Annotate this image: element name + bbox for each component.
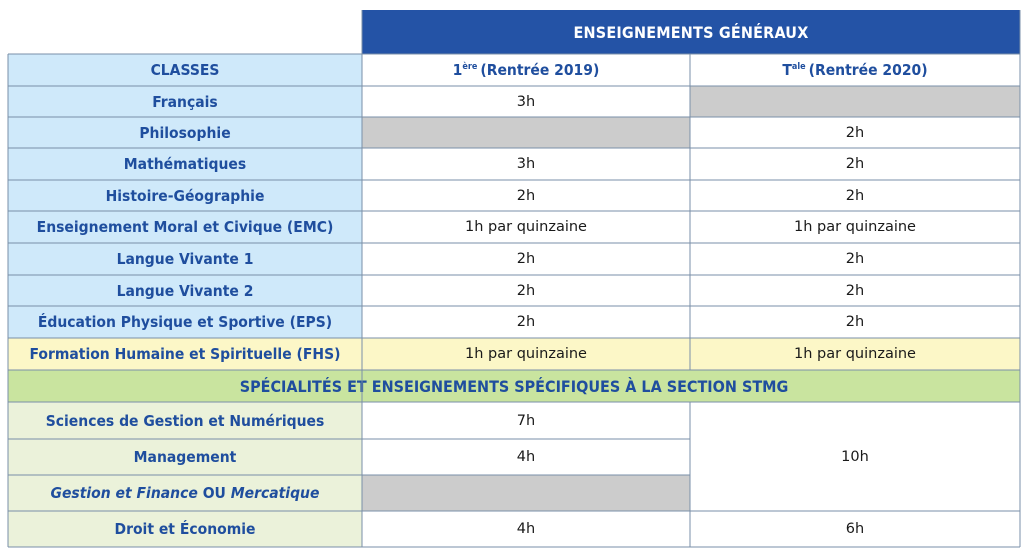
management-first-value: 4h <box>516 449 536 465</box>
subject-label-text: Éducation Physique et Sportive (EPS) <box>37 313 333 331</box>
specialty-label-sgn: Sciences de Gestion et Numériques <box>45 411 325 430</box>
first-year-hours <box>362 306 690 338</box>
terminale-hours <box>690 275 1020 306</box>
subject-label-text: Langue Vivante 2 <box>116 281 254 300</box>
subject-label <box>8 180 362 211</box>
hours-text: 1h par quinzaine <box>794 219 916 235</box>
droit-first-value: 4h <box>516 521 536 537</box>
first-year-main: 1 <box>452 61 463 79</box>
first-year-hours <box>362 86 690 117</box>
hours-text: 2h <box>516 282 536 299</box>
subject-label <box>8 243 362 275</box>
terminale-hours <box>690 243 1020 275</box>
sgn-first-value: 7h <box>516 412 536 429</box>
specialty-first-value <box>362 511 690 547</box>
terminale-main: T <box>782 61 792 79</box>
subject-label-text: Enseignement Moral et Civique (EMC) <box>36 218 334 236</box>
terminale-hours <box>690 180 1020 211</box>
specialty-row-label <box>8 475 362 511</box>
classes-label: CLASSES <box>150 61 220 79</box>
terminale-hours <box>690 117 1020 148</box>
hours-text: 2h <box>845 187 865 204</box>
hours-text: 1h par quinzaine <box>794 346 916 362</box>
merged-terminale-text: 10h <box>841 448 869 465</box>
subject-label <box>8 338 362 370</box>
specialty-row-label <box>8 439 362 475</box>
first-year-hours <box>362 338 690 370</box>
terminale-rest: (Rentrée 2020) <box>808 61 928 79</box>
subject-label <box>8 117 362 148</box>
specialty-row-label <box>8 402 362 439</box>
hours-text: 3h <box>516 93 536 110</box>
specialty-first-value <box>362 402 690 439</box>
first-year-header-text <box>453 61 600 79</box>
subject-label-text: Français <box>152 92 218 111</box>
terminale-hours <box>690 211 1020 243</box>
terminale-hours <box>690 148 1020 180</box>
hours-text: 2h <box>516 314 536 330</box>
first-year-hours <box>362 211 690 243</box>
hours-text: 2h <box>845 251 865 267</box>
first-year-hours <box>362 243 690 275</box>
first-year-hours <box>362 180 690 211</box>
merged-terminale-value <box>690 402 1020 511</box>
specialty-section-header <box>8 370 1020 402</box>
droit-terminale-value: 6h <box>845 521 865 537</box>
hours-text: 2h <box>516 251 536 267</box>
gestion-mercatique-label <box>51 484 320 502</box>
terminale-header <box>690 54 1020 86</box>
specialty-row-label <box>8 511 362 547</box>
terminale-hours <box>690 338 1020 370</box>
subject-label <box>8 306 362 338</box>
general-teachings-header <box>362 10 1020 54</box>
specialty-first-value <box>362 439 690 475</box>
hours-text: 1h par quinzaine <box>465 346 587 362</box>
first-year-hours <box>362 148 690 180</box>
hours-text: 2h <box>845 282 865 299</box>
general-teachings-title: ENSEIGNEMENTS GÉNÉRAUX <box>573 22 809 42</box>
subject-label-text: Mathématiques <box>123 155 247 173</box>
empty-gray-cell <box>690 86 1020 117</box>
first-year-hours <box>362 275 690 306</box>
specialty-label-droit: Droit et Économie <box>114 520 256 538</box>
hours-text: 3h <box>516 156 536 172</box>
gestion-finance-text: Gestion et Finance <box>50 484 198 502</box>
mercatique-text: Mercatique <box>230 484 320 502</box>
first-year-rest: (Rentrée 2019) <box>480 61 600 79</box>
subject-label <box>8 275 362 306</box>
specialty-label-management: Management <box>133 448 237 466</box>
classes-header <box>8 54 362 86</box>
hours-text: 2h <box>845 314 865 330</box>
specialty-title: SPÉCIALITÉS ET ENSEIGNEMENTS SPÉCIFIQUES À LA SECTION STMG <box>239 376 789 396</box>
specialty-terminale-value <box>690 511 1020 547</box>
hours-text: 2h <box>845 124 865 141</box>
hours-text: 1h par quinzaine <box>465 219 587 235</box>
subject-label-text: Formation Humaine et Spirituelle (FHS) <box>29 345 341 363</box>
subject-label <box>8 148 362 180</box>
terminale-hours <box>690 306 1020 338</box>
subject-label-text: Histoire-Géographie <box>105 186 265 205</box>
subject-label <box>8 86 362 117</box>
ou-text: OU <box>202 484 226 502</box>
hours-text: 2h <box>516 187 536 204</box>
first-year-header <box>362 54 690 86</box>
terminale-header-text <box>782 61 927 79</box>
first-year-sup: ère <box>462 62 478 72</box>
terminale-sup: ale <box>791 62 806 72</box>
subject-label-text: Philosophie <box>139 123 231 142</box>
empty-gray-cell <box>362 117 690 148</box>
subject-label <box>8 211 362 243</box>
subject-label-text: Langue Vivante 1 <box>116 250 254 268</box>
empty-gray-cell <box>362 475 690 511</box>
hours-text: 2h <box>845 156 865 172</box>
